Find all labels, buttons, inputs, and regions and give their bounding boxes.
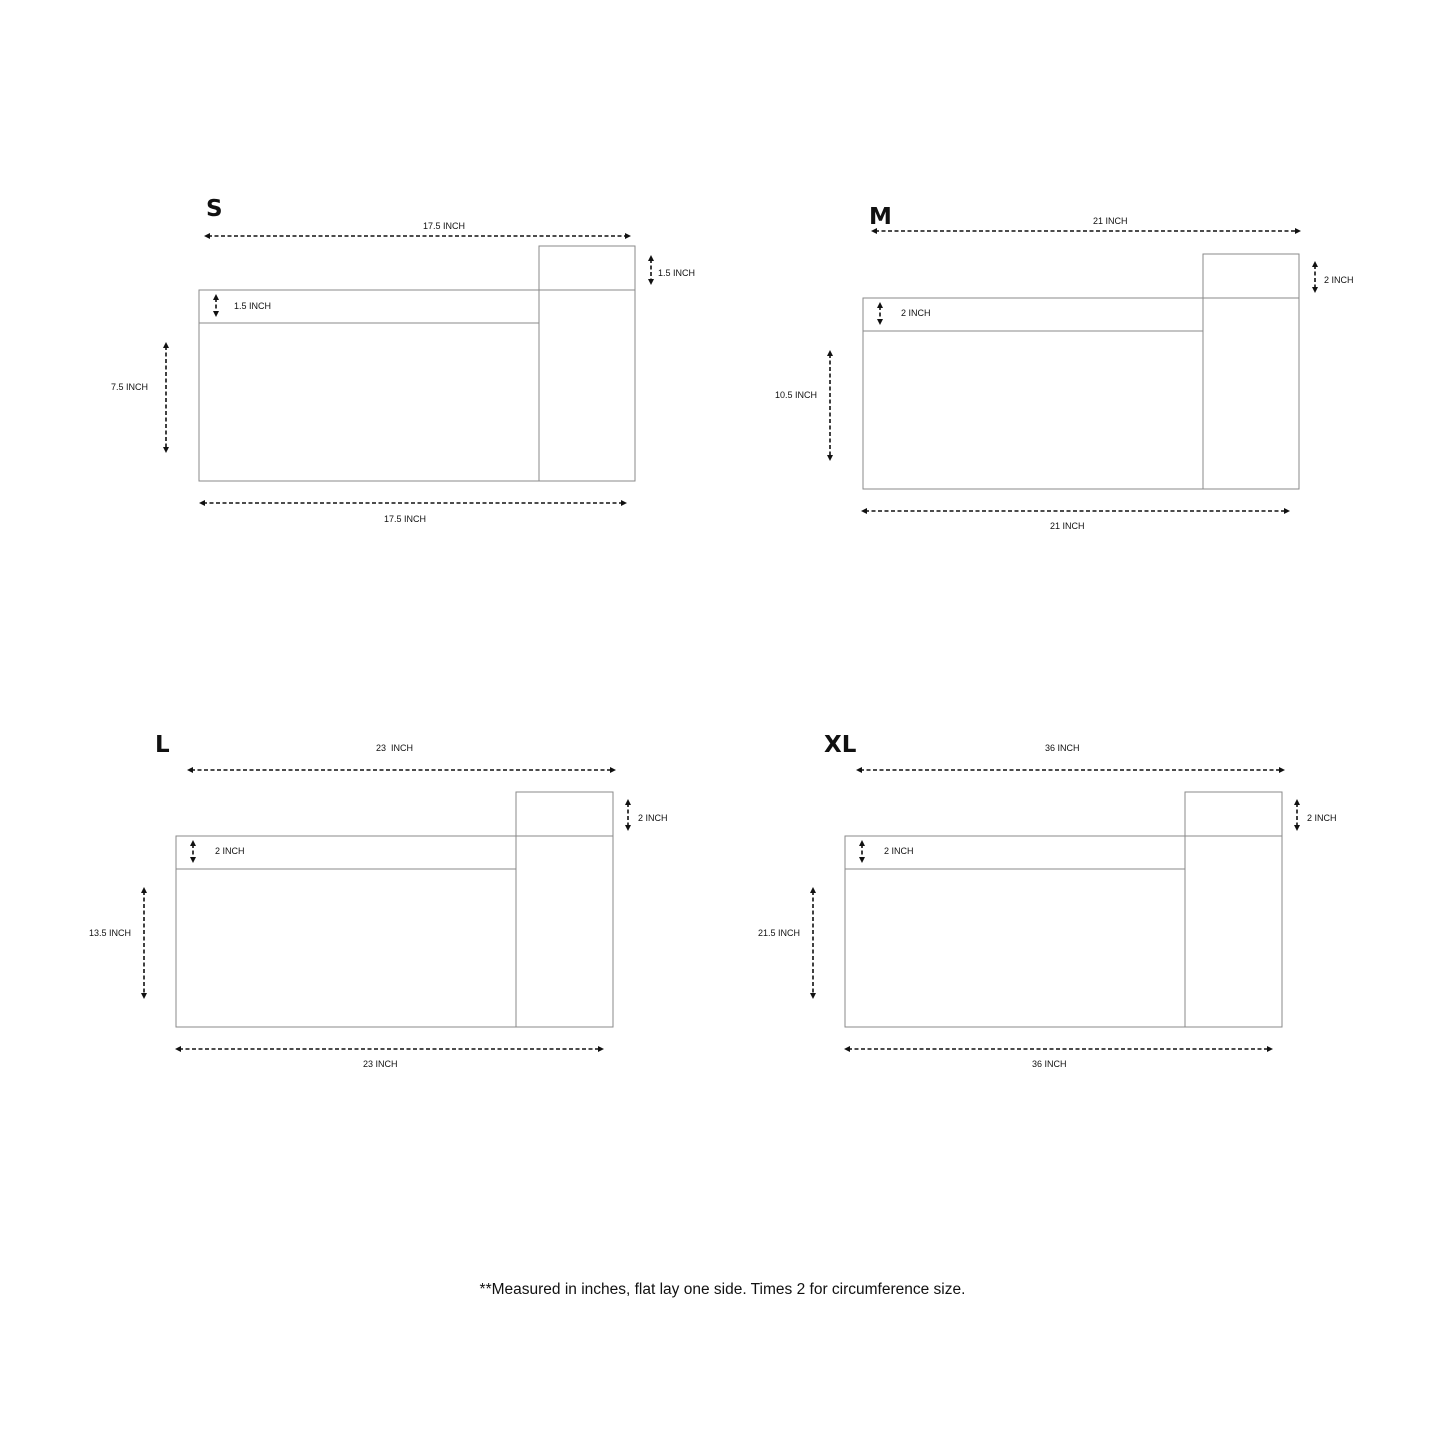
body-height-arrow-head-end	[141, 993, 147, 999]
bottom-width-arrow-head-end	[598, 1046, 604, 1052]
tab-height-arrow-head-end	[1294, 825, 1300, 831]
body-panel	[845, 869, 1185, 1027]
tab-height-arrow-head-start	[648, 255, 654, 261]
top-tab	[516, 792, 613, 836]
top-tab	[1203, 254, 1299, 298]
top-width-arrow-head-end	[1295, 228, 1301, 234]
body-height-label: 13.5 INCH	[89, 928, 132, 938]
tab-height-label: 1.5 INCH	[658, 268, 696, 278]
band-height-arrow-head-start	[190, 840, 196, 846]
tab-height-label: 2 INCH	[1307, 813, 1337, 823]
footnote: **Measured in inches, flat lay one side. Times 2 for circumference size.	[479, 1281, 966, 1298]
body-height-arrow-head-start	[810, 887, 816, 893]
size-label: M	[869, 204, 892, 230]
band-height-arrow-head-start	[859, 840, 865, 846]
size-panel-s	[90, 190, 730, 550]
side-panel	[1203, 298, 1299, 489]
band-height-arrow-head-start	[877, 302, 883, 308]
top-width-label: 17.5 INCH	[423, 221, 466, 231]
band-height-label: 2 INCH	[901, 308, 931, 318]
bottom-width-label: 17.5 INCH	[384, 514, 427, 524]
pattern-drawing	[753, 198, 1393, 558]
tab-height-label: 2 INCH	[638, 813, 668, 823]
body-height-arrow-head-start	[827, 350, 833, 356]
band-height-arrow-head-start	[213, 294, 219, 300]
band-height-arrow-head-end	[190, 857, 196, 863]
body-height-arrow-head-start	[141, 887, 147, 893]
band-height-arrow-head-end	[213, 311, 219, 317]
top-width-arrow-head-start	[871, 228, 877, 234]
band-strip	[176, 836, 516, 869]
size-label: S	[206, 196, 223, 222]
band-height-label: 2 INCH	[884, 846, 914, 856]
body-panel	[199, 323, 539, 481]
top-width-label: 23 INCH	[376, 743, 414, 753]
band-height-arrow-head-end	[859, 857, 865, 863]
body-height-label: 10.5 INCH	[775, 390, 818, 400]
top-width-arrow-head-start	[856, 767, 862, 773]
top-tab	[539, 246, 635, 290]
top-width-arrow-head-start	[204, 233, 210, 239]
bottom-width-arrow-head-start	[861, 508, 867, 514]
body-height-label: 21.5 INCH	[758, 928, 801, 938]
body-height-arrow-head-end	[163, 447, 169, 453]
bottom-width-arrow-head-start	[175, 1046, 181, 1052]
side-panel	[539, 290, 635, 481]
tab-height-arrow-head-end	[625, 825, 631, 831]
band-strip	[845, 836, 1185, 869]
size-panel-xl	[755, 730, 1395, 1090]
size-label: XL	[824, 732, 857, 758]
top-width-arrow-head-start	[187, 767, 193, 773]
bottom-width-label: 36 INCH	[1032, 1059, 1067, 1069]
top-width-label: 36 INCH	[1045, 743, 1080, 753]
pattern-drawing	[86, 730, 726, 1090]
tab-height-arrow-head-start	[1312, 261, 1318, 267]
bottom-width-arrow-head-end	[621, 500, 627, 506]
body-height-arrow-head-end	[810, 993, 816, 999]
top-width-arrow-head-end	[1279, 767, 1285, 773]
size-label: L	[155, 732, 170, 758]
body-height-label: 7.5 INCH	[111, 382, 149, 392]
top-width-arrow-head-end	[625, 233, 631, 239]
tab-height-arrow-head-start	[1294, 799, 1300, 805]
band-strip	[199, 290, 539, 323]
bottom-width-label: 21 INCH	[1050, 521, 1085, 531]
top-width-label: 21 INCH	[1093, 216, 1128, 226]
band-height-arrow-head-end	[877, 319, 883, 325]
size-panel-l	[86, 730, 726, 1090]
band-height-label: 1.5 INCH	[234, 301, 272, 311]
bottom-width-arrow-head-start	[844, 1046, 850, 1052]
body-height-arrow-head-end	[827, 455, 833, 461]
body-panel	[176, 869, 516, 1027]
tab-height-arrow-head-start	[625, 799, 631, 805]
bottom-width-arrow-head-end	[1284, 508, 1290, 514]
bottom-width-arrow-head-start	[199, 500, 205, 506]
top-width-arrow-head-end	[610, 767, 616, 773]
body-panel	[863, 331, 1203, 489]
band-strip	[863, 298, 1203, 331]
pattern-drawing	[90, 190, 730, 550]
tab-height-arrow-head-end	[1312, 287, 1318, 293]
side-panel	[1185, 836, 1282, 1027]
bottom-width-label: 23 INCH	[363, 1059, 398, 1069]
side-panel	[516, 836, 613, 1027]
pattern-drawing	[755, 730, 1395, 1090]
top-tab	[1185, 792, 1282, 836]
bottom-width-arrow-head-end	[1267, 1046, 1273, 1052]
size-panel-m	[753, 198, 1393, 558]
tab-height-arrow-head-end	[648, 279, 654, 285]
band-height-label: 2 INCH	[215, 846, 245, 856]
tab-height-label: 2 INCH	[1324, 275, 1354, 285]
body-height-arrow-head-start	[163, 342, 169, 348]
